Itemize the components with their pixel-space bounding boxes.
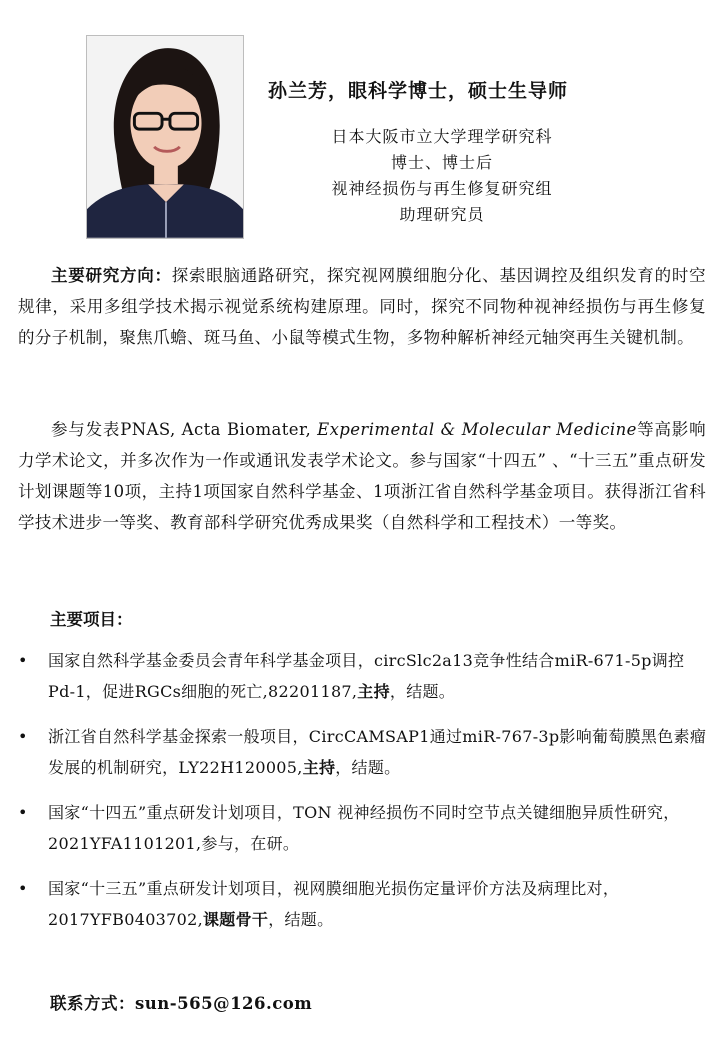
affiliation-line: 博士、博士后 (390, 153, 493, 172)
project-role: 参与 (201, 834, 234, 853)
project-text: 浙江省自然科学基金探索一般项目，CircCAMSAP1通过miR-767-3p影响葡萄膜黑色素瘤发展的机制研究，LY22H120005, (48, 727, 707, 777)
project-text: 国家“十三五”重点研发计划项目，视网膜细胞光损伤定量评价方法及病理比对，2017YFB0403702, (48, 879, 620, 929)
project-status: ，结题。 (335, 758, 401, 777)
project-status: ，在研。 (234, 834, 300, 853)
publications-prefix: 参与发表PNAS, Acta Biomater, (51, 420, 318, 439)
projects-list (18, 645, 708, 949)
portrait-illustration (87, 36, 243, 238)
project-role: 主持 (357, 682, 390, 701)
bullet-icon: • (18, 727, 28, 746)
affiliation-line: 助理研究员 (399, 205, 485, 224)
affiliation-line: 视神经损伤与再生修复研究组 (331, 179, 553, 198)
bullet-icon: • (18, 879, 28, 898)
profile-photo (86, 35, 244, 239)
research-direction-label: 主要研究方向： (51, 266, 172, 285)
project-item (18, 797, 708, 859)
contact-email[interactable]: sun-565@126.com (135, 994, 313, 1013)
affiliation-line: 日本大阪市立大学理学研究科 (331, 127, 553, 146)
projects-heading: 主要项目： (50, 610, 133, 629)
project-role: 主持 (302, 758, 336, 777)
project-status: ，结题。 (268, 910, 334, 929)
contact-label: 联系方式： (50, 994, 135, 1013)
name-title: 孙兰芳，眼科学博士，硕士生导师 (268, 80, 569, 102)
project-text: 国家自然科学基金委员会青年科学基金项目，circSlc2a13竞争性结合miR-671-5p调控Pd-1，促进RGCs细胞的死亡,82201187, (48, 651, 685, 701)
publications-paragraph (18, 414, 706, 538)
research-direction-text: 探索眼脑通路研究，探究视网膜细胞分化、基因调控及组织发育的时空规律，采用多组学技术揭示视觉系统构建原理。同时，探究不同物种视神经损伤与再生修复的分子机制，聚焦爪蟾、斑马鱼、小鼠等模式生物，多物种解析神经元轴突再生关键机制。 (18, 266, 706, 347)
affiliation-block (262, 124, 622, 228)
project-text: 国家“十四五”重点研发计划项目，TON 视神经损伤不同时空节点关键细胞异质性研究，2021YFA1101201, (48, 803, 680, 853)
publications-text: 等高影响力学术论文，并多次作为一作或通讯发表学术论文。参与国家“十四五” 、“十三五”重点研发计划课题等10项，主持1项国家自然科学基金、1项浙江省自然科学基金项目。获得浙江省科学技术进步一等奖、教育部科学研究优秀成果奖（自然科学和工程技术）一等奖。 (18, 420, 706, 532)
journal-name: Experimental & Molecular Medicine (317, 420, 637, 439)
project-status: ，结题。 (389, 682, 456, 701)
bullet-icon: • (18, 651, 28, 670)
project-item (18, 721, 708, 783)
project-item (18, 873, 708, 935)
project-item (18, 645, 708, 707)
bullet-icon: • (18, 803, 28, 822)
project-role: 课题骨干 (202, 910, 269, 929)
contact-line (50, 990, 312, 1014)
research-direction-paragraph (18, 260, 706, 353)
